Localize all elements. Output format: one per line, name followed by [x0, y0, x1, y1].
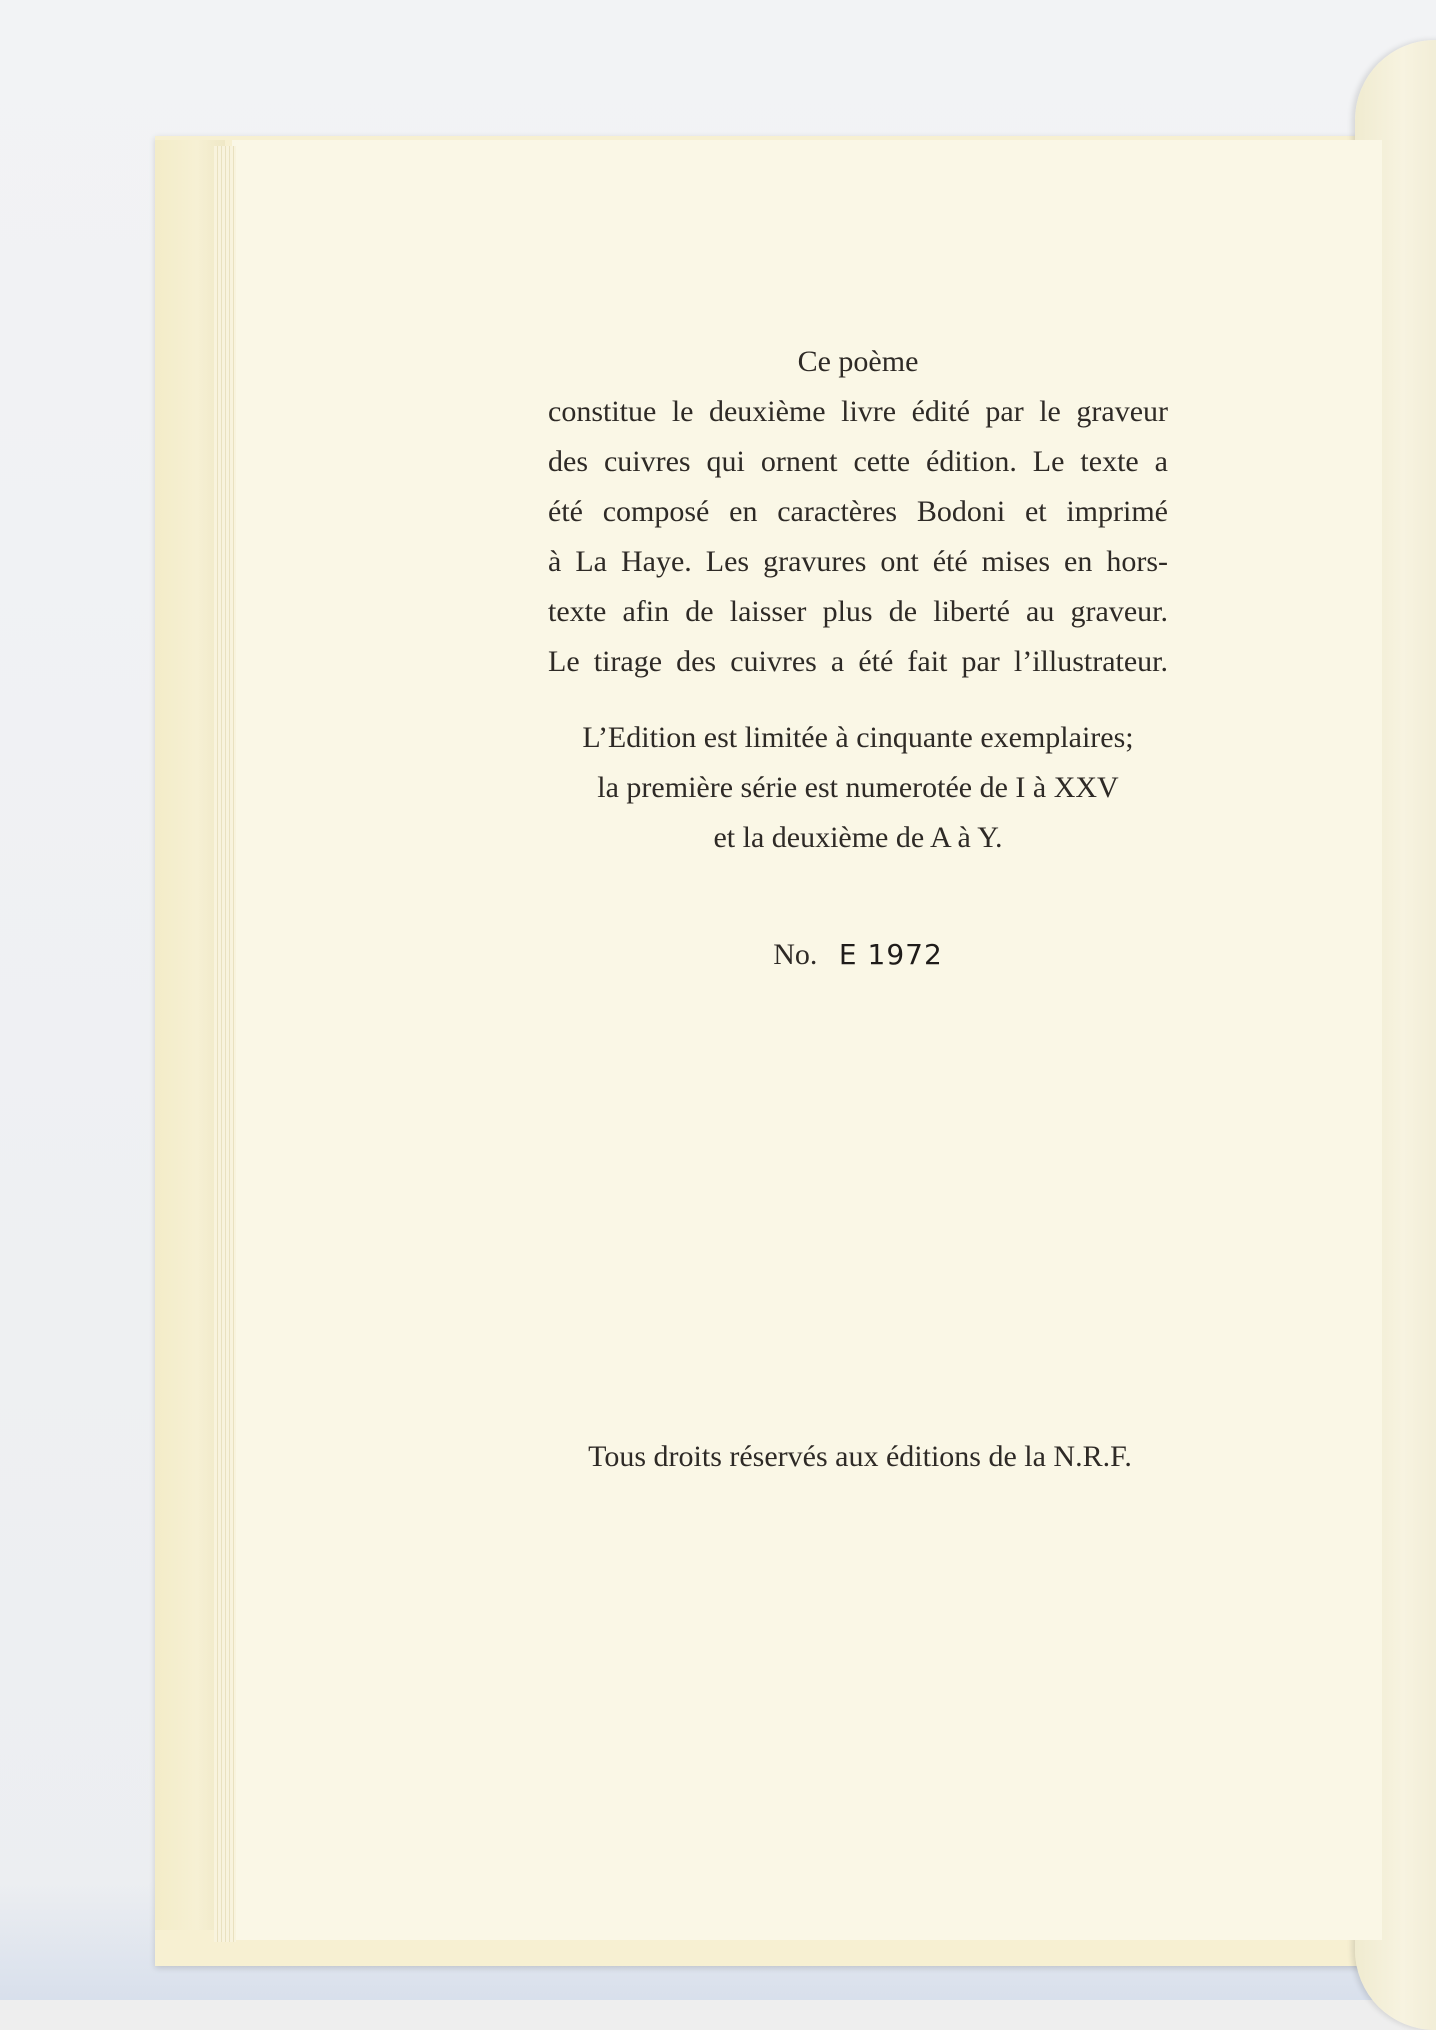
colophon-heading: Ce poème — [797, 345, 919, 378]
edition-line-3: et la deuxième de A à Y. — [713, 821, 1003, 854]
colophon-line-5: texte afin de laisser plus de liberté au graveur. — [548, 595, 1168, 628]
page-edges — [214, 146, 236, 1942]
colophon-line-2: des cuivres qui ornent cette édition. Le texte a — [548, 445, 1168, 478]
colophon-line-6: Le tirage des cuivres a été fait par l’illustrateur. — [548, 645, 1168, 678]
colophon-line-4: à La Haye. Les gravures ont été mises en hors- — [548, 545, 1168, 578]
edition-line-1: L’Edition est limitée à cinquante exemplaires; — [582, 721, 1134, 754]
copy-number-label: No. — [773, 938, 818, 971]
colophon-line-1: constitue le deuxième livre édité par le graveur — [548, 395, 1168, 428]
copy-number — [548, 938, 1168, 972]
rights-notice: Tous droits réservés aux éditions de la N.R.F. — [588, 1440, 1132, 1473]
copy-number-handwritten: E 1972 — [838, 938, 943, 971]
colophon-line-3: été composé en caractères Bodoni et imprimé — [548, 495, 1168, 528]
colophon-text — [548, 337, 1168, 863]
edition-line-2: la première série est numerotée de I à XXV — [597, 771, 1119, 804]
